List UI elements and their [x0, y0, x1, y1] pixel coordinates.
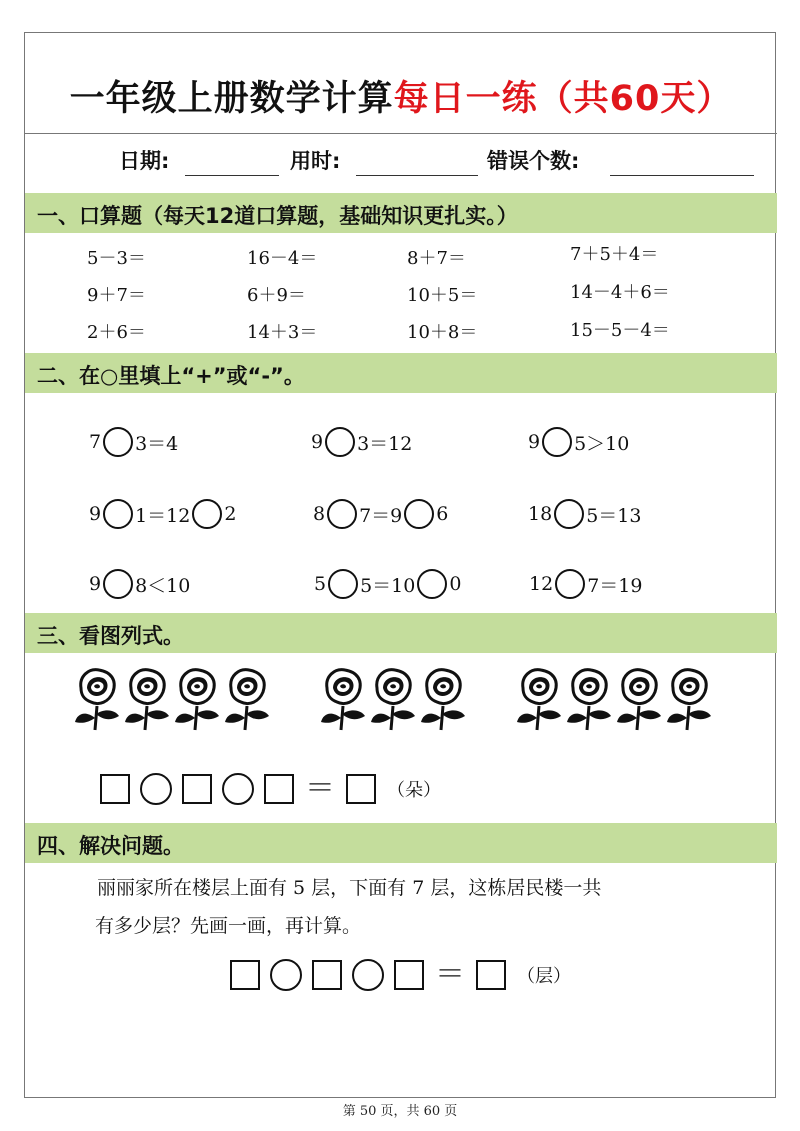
rose-icon [173, 666, 221, 732]
mental-math-item: 2＋6＝ [87, 322, 146, 343]
fill-sign-item [528, 427, 629, 457]
equals-sign: ＝ [435, 957, 465, 992]
rose-icon [615, 666, 663, 732]
title-divider [25, 133, 777, 134]
answer-box[interactable] [312, 960, 342, 990]
rose-icon [123, 666, 171, 732]
answer-circle[interactable] [554, 499, 584, 529]
fill-sign-item [311, 427, 412, 457]
section-1-header [25, 193, 777, 233]
operand: 9 [528, 431, 541, 453]
answer-box[interactable] [230, 960, 260, 990]
rose-icon [665, 666, 713, 732]
operand: 7＝9 [359, 504, 403, 527]
answer-circle[interactable] [103, 499, 133, 529]
operand: 3＝4 [135, 432, 179, 455]
errors-label: 错误个数: [487, 149, 580, 173]
mental-math-item: 10＋5＝ [407, 285, 478, 306]
operand: 7 [89, 431, 102, 453]
answer-box[interactable] [100, 774, 130, 804]
mental-math-item: 7＋5＋4＝ [570, 244, 659, 265]
mental-math-item: 6＋9＝ [247, 285, 306, 306]
rose-icon [565, 666, 613, 732]
operand: 0 [449, 573, 462, 595]
answer-circle[interactable] [325, 427, 355, 457]
rose-icon [73, 666, 121, 732]
operand: 2 [224, 503, 237, 525]
section-4-header [25, 823, 777, 863]
unit-label: （朵） [387, 780, 441, 801]
page-title [25, 71, 777, 121]
worksheet-frame [24, 32, 776, 1098]
time-field[interactable] [356, 175, 478, 176]
operand: 9 [89, 503, 102, 525]
info-row [25, 145, 777, 185]
date-field[interactable] [185, 175, 279, 176]
equals-sign: ＝ [305, 771, 335, 806]
unit-label: （层） [517, 966, 571, 987]
operand: 5＝13 [586, 504, 642, 527]
answer-box[interactable] [182, 774, 212, 804]
time-label: 用时: [290, 149, 341, 173]
fill-sign-item [89, 427, 178, 457]
answer-circle[interactable] [555, 569, 585, 599]
answer-circle[interactable] [140, 773, 172, 805]
rose-icon [515, 666, 563, 732]
operand: 5 [314, 573, 327, 595]
problem-line-1: 丽丽家所在楼层上面有 5 层，下面有 7 层，这栋居民楼一共 [97, 877, 602, 899]
section-1-title: 一、口算题（每天12道口算题，基础知识更扎实。） [37, 204, 518, 228]
answer-circle[interactable] [328, 569, 358, 599]
operand: 9 [311, 431, 324, 453]
answer-circle[interactable] [404, 499, 434, 529]
operand: 8 [313, 503, 326, 525]
operand: 18 [528, 503, 553, 525]
rose-picture [25, 666, 777, 736]
answer-circle[interactable] [417, 569, 447, 599]
operand: 8＜10 [135, 574, 191, 597]
mental-math-item: 14＋3＝ [247, 322, 318, 343]
page-footer: 第 50 页，共 60 页 [342, 1104, 458, 1119]
fill-sign-item [89, 569, 190, 599]
fill-sign-item [314, 569, 461, 599]
answer-circle[interactable] [352, 959, 384, 991]
operand: 5＞10 [574, 432, 630, 455]
answer-box[interactable] [346, 774, 376, 804]
errors-field[interactable] [610, 175, 754, 176]
answer-circle[interactable] [222, 773, 254, 805]
rose-icon [319, 666, 367, 732]
fill-sign-item [313, 499, 448, 529]
problem-text [97, 869, 757, 945]
section-3-title: 三、看图列式。 [37, 624, 184, 648]
answer-circle[interactable] [542, 427, 572, 457]
mental-math-item: 16－4＝ [247, 248, 318, 269]
answer-circle[interactable] [103, 569, 133, 599]
operand: 3＝12 [357, 432, 413, 455]
operand: 5＝10 [360, 574, 416, 597]
title-highlight: 每日一练（共60天） [393, 79, 733, 119]
operand: 1＝12 [135, 504, 191, 527]
answer-circle[interactable] [327, 499, 357, 529]
rose-icon [419, 666, 467, 732]
answer-circle[interactable] [270, 959, 302, 991]
title-main: 一年级上册数学计算 [69, 79, 394, 119]
section-4-title: 四、解决问题。 [37, 834, 184, 858]
operand: 12 [529, 573, 554, 595]
fill-sign-item [528, 499, 641, 529]
mental-math-item: 9＋7＝ [87, 285, 146, 306]
operand: 6 [436, 503, 449, 525]
date-label: 日期: [119, 149, 170, 173]
fill-sign-item [89, 499, 236, 529]
operand: 9 [89, 573, 102, 595]
equation-row-roses [95, 773, 441, 805]
rose-icon [369, 666, 417, 732]
mental-math-item: 8＋7＝ [407, 248, 466, 269]
fill-sign-item [529, 569, 642, 599]
operand: 7＝19 [587, 574, 643, 597]
answer-box[interactable] [264, 774, 294, 804]
problem-line-2: 有多少层？先画一画，再计算。 [95, 915, 362, 937]
section-3-header [25, 613, 777, 653]
mental-math-item: 14－4＋6＝ [570, 282, 670, 303]
rose-icon [223, 666, 271, 732]
answer-box[interactable] [476, 960, 506, 990]
answer-box[interactable] [394, 960, 424, 990]
mental-math-item: 15－5－4＝ [570, 320, 670, 341]
mental-math-item: 10＋8＝ [407, 322, 478, 343]
equation-row-floors [225, 959, 571, 991]
answer-circle[interactable] [103, 427, 133, 457]
mental-math-item: 5－3＝ [87, 248, 146, 269]
answer-circle[interactable] [192, 499, 222, 529]
section-2-title: 二、在○里填上“+”或“-”。 [37, 364, 305, 388]
section-2-header [25, 353, 777, 393]
